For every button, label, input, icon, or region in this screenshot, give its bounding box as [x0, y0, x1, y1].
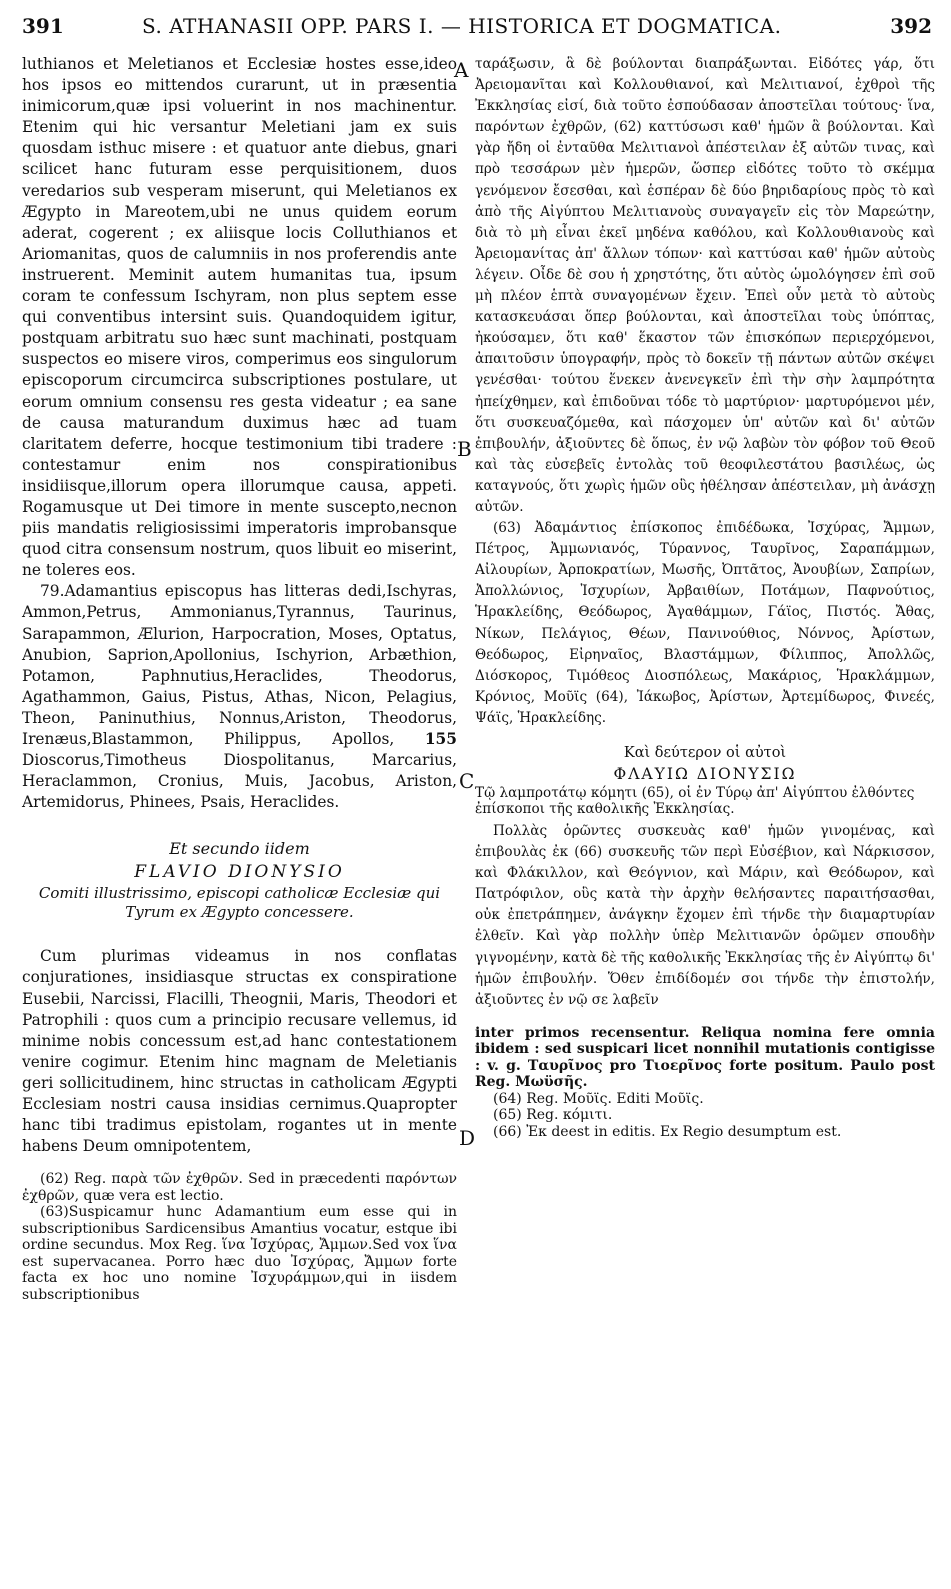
latin-signatures-text: 79.Adamantius episcopus has litteras dedi,Ischyras, Ammon,Petrus, Ammonianus,Tyrannus, Taurinus, Sarapammon, Ælurion, Harpocration, Moses, Optatus, Anubion, Saprion,Apollonius, Ischyrion, Arbæthion, Potamon, Paphnutius,Heraclides, Theodorus, Agathammon, Gaius, Pistus, Athas, Nicon, Pelagius, Theon, Paninuthius, Nonnus,Ariston, Theodorus, Irenæus,Blastammon, Philippus, Apollos, — [22, 582, 457, 748]
margin-marker-d: D — [459, 1126, 476, 1150]
latin-signatures-rest: Dioscorus,Timotheus Diospolitanus, Marcarius, Heraclammon, Cronius, Muis, Jacobus, Ariston, Artemidorus, Phinees, Psais, Heraclides. — [22, 751, 457, 812]
margin-marker-a: A — [454, 58, 469, 82]
footnote-continuation: inter primos recensentur. Reliqua nomina fere omnia ibidem : sed suspicari licet nonnihil mutationis contigisse : v. g. Ταυρῖνος pro Τιοερῖνος forte positum. Paulo post Reg. Μωϋσῆς. — [475, 1024, 935, 1091]
latin-column — [22, 54, 457, 1303]
greek-heading-2: ΦΛΑΥΙΩ ΔΙΟΝΥΣΙΩ — [613, 765, 797, 783]
footnote-62: (62) Reg. παρὰ τῶν ἐχθρῶν. Sed in præcedenti παρόντων ἐχθρῶν, quæ vera est lectio. — [22, 1171, 457, 1204]
greek-address: Τῷ λαμπροτάτῳ κόμητι (65), οἱ ἐν Τύρῳ ἀπ' Αἰγύπτου ἐλθόντες ἐπίσκοποι τῆς καθολικῆς Ἐκκλησίας. — [475, 785, 915, 817]
footnote-63: (63)Suspicamur hunc Adamantium eum esse qui in subscriptionibus Sardicensibus Amantius vocatur, estque ibi ordine secundus. Mox Reg. ἵνα Ἰσχύρας, Ἄμμων.Sed vox ἵνα est supervacanea. Porro hæc duo Ἰσχύρας, Ἄμμων forte facta ex hoc uno nomine Ἰσχυράμμων,qui in iisdem subscriptionibus — [22, 1204, 457, 1303]
running-title: S. ATHANASII OPP. PARS I. — HISTORICA ET DOGMATICA. — [142, 14, 782, 38]
footnote-66: (66) Ἐκ deest in editis. Ex Regio desumptum est. — [493, 1123, 842, 1140]
greek-paragraph-1: ταράξωσιν, ἃ δὲ βούλονται διαπράξωνται. Εἰδότες γάρ, ὅτι Ἀρειομανῖται καὶ Κολλουθιανοί, καὶ Μελιτιανοί, ἐχθροὶ τῆς Ἐκκλησίας εἰσί, διὰ τοῦτο ἐσπούδασαν ἀποστεῖλαι τούτους· ἵνα, παρόντων ἐχθρῶν, (62) καττύσωσι καθ' ἡμῶν ἃ βούλονται. Καὶ γὰρ ἤδη οἱ ἐνταῦθα Μελιτιανοὶ ἀπέστειλαν ἐξ αὐτῶν τινας, καὶ πρὸ τεσσάρων μὲν ἡμερῶν, ὥσπερ εἰδότες τοῦτο τὸ σκέμμα γενόμενον ἔσεσθαι, καὶ ἑσπέραν δὲ δύο βηριδαρίους πρὸς τὸ καὶ ἀπὸ τῆς Αἰγύπτου Μελιτιανοὺς συναγαγεῖν εἰς τὸν Μαρεώτην, διὰ τὸ μὴ εἶναι ἐκεῖ μηδένα καθόλου, καὶ Κολλουθιανοὺς καὶ Ἀρειομανίτας ἀπ' ἄλλων τόπων· καὶ καττύσαι καθ' ἡμῶν αὐτοὺς λέγειν. Οἶδε δὲ σου ἡ χρηστότης, ὅτι αὐτὸς ὡμολόγησεν ἐπὶ σοῦ μὴ πλέον ἑπτὰ συναγομένων ἔχειν. Ἐπεὶ οὖν μετὰ τὸ αὐτοὺς κατασκευάσαι ὅπερ βούλονται, καὶ ἀποστεῖλαι τοὺς ὑπόπτας, ἠκούσαμεν, ὅτι καθ' ἕκαστον τῶν ἐπισκόπων περιερχόμενοι, ἀπαιτοῦσιν ὑπογραφήν, πρὸς τὸ δοκεῖν τῇ πάντων αὐτῶν σκέψει γενέσθαι· τούτου ἕνεκεν ἀνενεγκεῖν ἐπὶ τὴν σὴν λαμπρότητα ἠπείχθημεν, καὶ ἐπιδοῦναι τόδε τὸ μαρτύριον· μαρτυρόμενοι μέν, ὅτι συσκευαζόμεθα, καὶ πάσχομεν ὑπ' αὐτῶν καὶ δι' αὐτῶν ἐπιβουλήν, ἀξιοῦντες δὲ ὅπως, ἐν νῷ λαβὼν τὸν φόβον τοῦ Θεοῦ καὶ τὰς εὐσεβεῖς ἐντολὰς τοῦ θεοφιλεστάτου βασιλέως, ὡς καταγνούς, ὅτι χωρὶς ἡμῶν οὓς ἠθέλησαν ἀπέστειλαν, μὴ ἀνάσχῃ αὐτῶν. — [475, 56, 935, 515]
latin-heading-3: Comiti illustrissimo, episcopi catholicæ Ecclesiæ qui Tyrum ex Ægypto concessere. — [38, 884, 441, 922]
margin-marker-b: B — [457, 437, 472, 461]
greek-footnotes — [475, 1025, 935, 1141]
greek-column — [475, 54, 935, 1140]
page-number-left: 391 — [22, 14, 64, 38]
latin-paragraph-2: Cum plurimas videamus in nos conflatas conjurationes, insidiasque structas ex conspiratione Eusebii, Narcissi, Flacilli, Theognii, Maris, Theodori et Patrophili : quos cum a principio recusare vellemus, id minime nobis concessum est,ad hanc contestationem venire cogimur. Etenim hinc magnam de Meletianis geri sollicitudinem, hinc structas in catholicam Ægypti Ecclesiam nostri causa insidias cernimus.Quapropter hanc tibi tradimus epistolam, rogantes ut in mente habens Deum omnipotentem, — [22, 947, 457, 1156]
footnote-65: (65) Reg. κόμιτι. — [493, 1107, 613, 1124]
page-header — [22, 14, 932, 44]
page-number-right: 392 — [890, 14, 932, 38]
margin-marker-c: C — [459, 769, 475, 793]
latin-signatures — [22, 581, 457, 813]
greek-heading-1: Καὶ δεύτερον οἱ αὐτοὶ — [623, 745, 787, 761]
latin-footnotes — [22, 1171, 457, 1303]
greek-paragraph-2: Πολλὰς ὁρῶντες συσκευὰς καθ' ἡμῶν γινομένας, καὶ ἐπιβουλὰς ἐκ (66) συσκευῆς τῶν περὶ Εὐσέβιον, καὶ Νάρκισσον, καὶ Φλάκιλλον, καὶ Θεόγνιον, καὶ Μάριν, καὶ Θεόδωρον, καὶ Πατρόφιλον, οὓς κατὰ τὴν ἀρχὴν θελήσαντες παραιτήσασθαι, οὐκ ἐπετράπημεν, ἀνάγκην ἔχομεν ἐπὶ τήνδε τὴν διαμαρτυρίαν ἐλθεῖν. Καὶ γὰρ πολλὴν ὑπὲρ Μελιτιανῶν ὁρῶμεν σπουδὴν γιγνομένην, κατὰ δὲ τῆς καθολικῆς Ἐκκλησίας τῆς ἐν Αἰγύπτῳ δι' ἡμῶν ἐπιβουλήν. Ὅθεν ἐπιδίδομέν σοι τήνδε τὴν ἐπιστολήν, ἀξιοῦντες ἐν νῷ σε λαβεῖν — [475, 823, 935, 1008]
latin-paragraph-1: luthianos et Meletianos et Ecclesiæ hostes esse,ideo hos ipsos eo mittendos curarunt, ut in præsentia inimicorum,quæ ipsi voluerint in nos machinentur. Etenim qui hic versantur Meletiani jam ex suis quosdam isthuc misere : et quatuor ante diebus, gnari scilicet hanc futuram esse perquisitionem, duos veredarios sub vesperam miserunt, qui Meletianos ex Ægypto in Mareotem,ubi ne unus quidem eorum aderat, cogerent ; ex aliisque locis Colluthianos et Ariomanitas, quos de calumniis in nos proferendis ante instruerent. Meminit autem humanitas tua, ipsum coram te confessum Ischyram, non plus septem esse qui conventibus intersint suis. Quandoquidem igitur, postquam arbitratu suo hæc sunt machinati, postquam suspectos eo misere viros, comperimus eos singulorum episcoporum circumcirca subscriptiones postulare, ut eorum omnium consensu res gesta videatur ; ea sane de causa maturandum duximus hæc ad tuam claritatem deferre, hocque testimonium tibi tradere : contestamur enim nos conspirationibus insidiisque,illorum opera illorumque causa, appeti. Rogamusque ut Dei timore in mente suscepto,necnon piis mandatis religiosissimi imperatoris improbansque quod citra consensum nostrum, quos libuit eo miserint, ne toleres eos. — [22, 55, 457, 580]
latin-heading-1: Et secundo iidem — [169, 839, 310, 859]
footnote-64: (64) Reg. Μοῦϊς. Editi Μοῦϊς. — [493, 1090, 704, 1107]
column-number: 155 — [424, 730, 457, 748]
latin-heading-2: FLAVIO DIONYSIO — [134, 862, 345, 883]
greek-signatures: (63) Ἀδαμάντιος ἐπίσκοπος ἐπιδέδωκα, Ἰσχύρας, Ἄμμων, Πέτρος, Ἀμμωνιανός, Τύραννος, Ταυρῖνος, Σαραπάμμων, Αἰλουρίων, Ἀρποκρατίων, Μωσῆς, Ὀπτᾶτος, Ἀνουβίων, Σαπρίων, Ἀπολλώνιος, Ἰσχυρίων, Ἀρβαιθίων, Ποτάμων, Παφνούτιος, Ἡρακλείδης, Θεόδωρος, Ἀγαθάμμων, Γάϊος, Πιστός. Ἄθας, Νίκων, Πελάγιος, Θέων, Πανινούθιος, Νόννος, Ἀρίστων, Θεόδωρος, Εἰρηναῖος, Βλαστάμμων, Φίλιππος, Ἀπολλῶς, Διόσκορος, Τιμόθεος Διοσπόλεως, Μακάριος, Ἡρακλάμμων, Κρόνιος, Μοῦϊς (64), Ἰάκωβος, Ἀρίστων, Ἀρτεμίδωρος, Φινεές, Ψάϊς, Ἡρακλείδης. — [475, 520, 935, 726]
